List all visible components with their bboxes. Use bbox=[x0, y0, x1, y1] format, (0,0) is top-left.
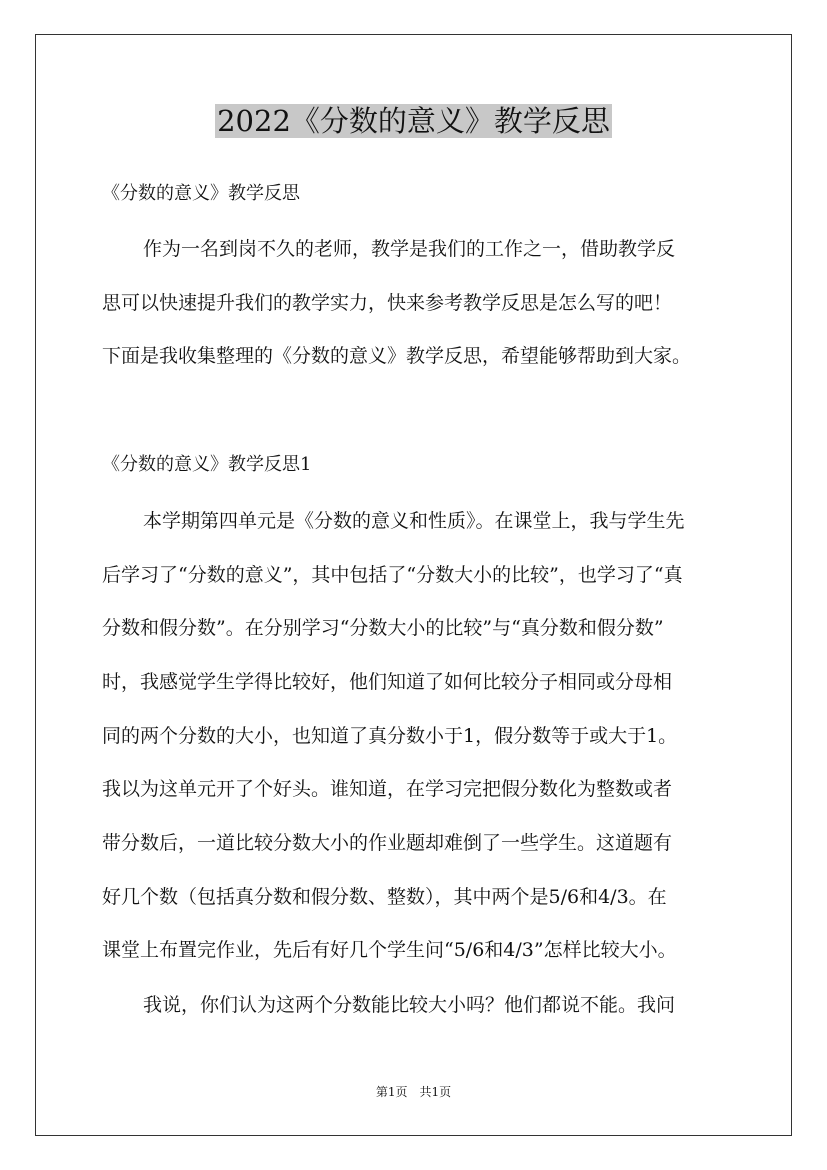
intro-line-1: 作为一名到岗不久的老师，教学是我们的工作之一，借助教学反 bbox=[143, 238, 676, 260]
section1-line-8: 好几个数（包括真分数和假分数、整数），其中两个是5/6和4/3。在 bbox=[102, 886, 667, 908]
intro-heading: 《分数的意义》教学反思 bbox=[102, 183, 300, 204]
section1-line-4: 时，我感觉学生学得比较好，他们知道了如何比较分子相同或分母相 bbox=[102, 671, 673, 693]
intro-line-2: 思可以快速提升我们的教学实力，快来参考教学反思是怎么写的吧！ bbox=[102, 292, 673, 314]
section1-line-2: 后学习了“分数的意义”，其中包括了“分数大小的比较”，也学习了“真 bbox=[102, 564, 683, 586]
section1-line-5: 同的两个分数的大小，也知道了真分数小于1，假分数等于或大于1。 bbox=[102, 725, 678, 747]
document-title: 2022《分数的意义》教学反思 bbox=[217, 104, 610, 138]
section1-line-7: 带分数后，一道比较分数大小的作业题却难倒了一些学生。这道题有 bbox=[102, 832, 673, 854]
section1-line-10: 我说，你们认为这两个分数能比较大小吗？他们都说不能。我问 bbox=[143, 994, 676, 1016]
section1-line-6: 我以为这单元开了个好头。谁知道，在学习完把假分数化为整数或者 bbox=[102, 778, 673, 800]
section1-line-3: 分数和假分数”。在分别学习“分数大小的比较”与“真分数和假分数” bbox=[102, 617, 664, 639]
section1-heading: 《分数的意义》教学反思1 bbox=[102, 454, 312, 475]
page-footer: 第1页 共1页 bbox=[375, 1085, 452, 1099]
intro-line-3: 下面是我收集整理的《分数的意义》教学反思，希望能够帮助到大家。 bbox=[102, 345, 692, 367]
section1-line-1: 本学期第四单元是《分数的意义和性质》。在课堂上，我与学生先 bbox=[143, 510, 685, 532]
section1-line-9: 课堂上布置完作业，先后有好几个学生问“5/6和4/3”怎样比较大小。 bbox=[102, 939, 677, 961]
